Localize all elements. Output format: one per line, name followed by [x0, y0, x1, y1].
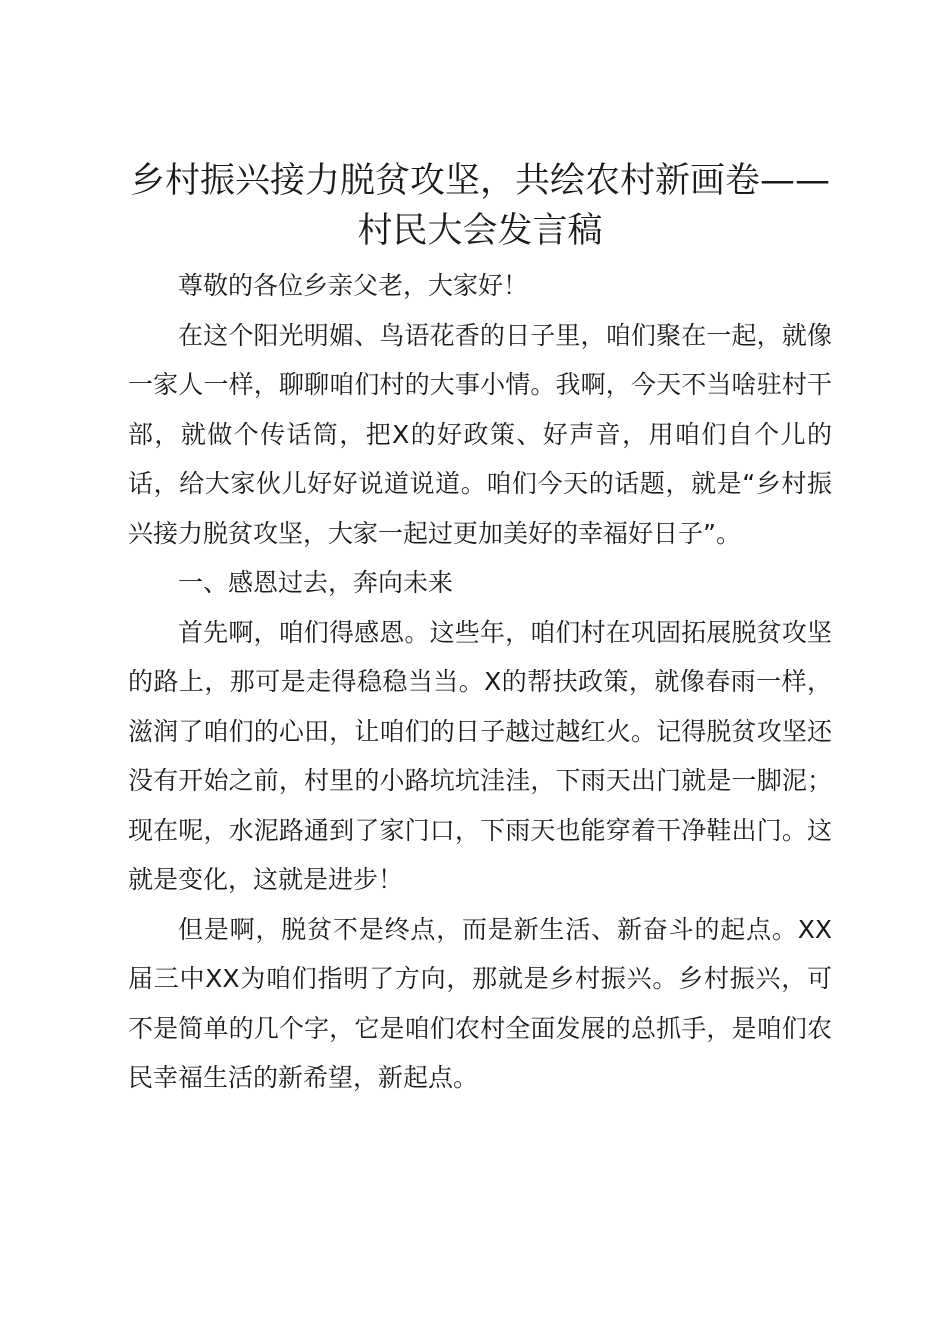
document-page — [128, 156, 832, 1103]
body-paragraph-2: 但是啊，脱贫不是终点，而是新生活、新奋斗的起点。XX届三中XX为咱们指明了方向，那就是乡村振兴。乡村振兴，可不是简单的几个字，它是咱们农村全面发展的总抓手，是咱们农民幸福生活的新希望，新起点。 — [128, 914, 832, 1092]
greeting-paragraph: 尊敬的各位乡亲父老，大家好！ — [178, 271, 529, 300]
document-title: 乡村振兴接力脱贫攻坚，共绘农村新画卷——村民大会发言稿 — [129, 161, 830, 251]
body-paragraph-1: 首先啊，咱们得感恩。这些年，咱们村在巩固拓展脱贫攻坚的路上，那可是走得稳稳当当。X的帮扶政策，就像春雨一样，滋润了咱们的心田，让咱们的日子越过越红火。记得脱贫攻坚还没有开始之前，村里的小路坑坑洼洼，下雨天出门就是一脚泥；现在呢，水泥路通到了家门口，下雨天也能穿着干净鞋出门。这就是变化，这就是进步！ — [128, 617, 832, 894]
intro-paragraph: 在这个阳光明媚、鸟语花香的日子里，咱们聚在一起，就像一家人一样，聊聊咱们村的大事小情。我啊，今天不当啥驻村干部，就做个传话筒，把X的好政策、好声音，用咱们自个儿的话，给大家伙儿好好说道说道。咱们今天的话题，就是“乡村振兴接力脱贫攻坚，大家一起过更加美好的幸福好日子”。 — [128, 320, 832, 548]
section-heading: 一、感恩过去，奔向未来 — [178, 568, 454, 597]
